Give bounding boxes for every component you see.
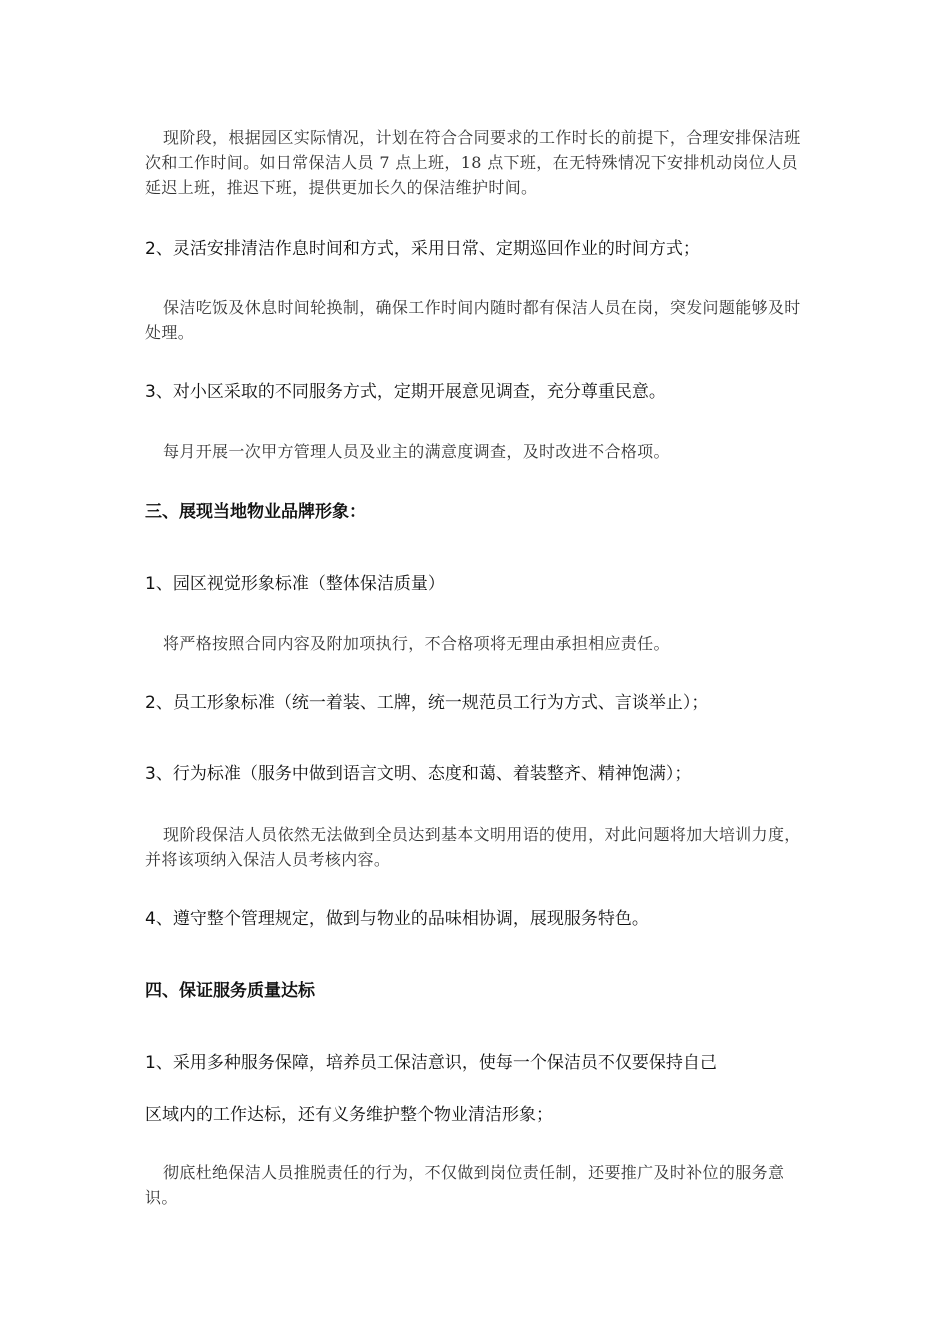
item-behavior-standard: 3、行为标准（服务中做到语言文明、态度和蔼、着装整齐、精神饱满）； — [145, 764, 692, 784]
paragraph-training: 现阶段保洁人员依然无法做到全员达到基本文明用语的使用，对此问题将加大培训力度，并将该项纳入保洁人员考核内容。 — [145, 825, 801, 869]
paragraph-contract-compliance: 将严格按照合同内容及附加项执行，不合格项将无理由承担相应责任。 — [163, 634, 670, 653]
section-heading-quality: 四、保证服务质量达标 — [145, 981, 315, 1001]
item-service-assurance-line1: 1、采用多种服务保障，培养员工保洁意识，使每一个保洁员不仅要保持自己 — [145, 1053, 717, 1073]
paragraph-responsibility: 彻底杜绝保洁人员推脱责任的行为，不仅做到岗位责任制，还要推广及时补位的服务意识。 — [145, 1163, 785, 1207]
item-staff-image: 2、员工形象标准（统一着装、工牌，统一规范员工行为方式、言谈举止）； — [145, 693, 709, 713]
paragraph-meal-rotation: 保洁吃饭及休息时间轮换制，确保工作时间内随时都有保洁人员在岗，突发问题能够及时处理。 — [145, 298, 801, 342]
paragraph-shift-schedule: 现阶段，根据园区实际情况，计划在符合合同要求的工作时长的前提下，合理安排保洁班次和工作时间。如日常保洁人员 7 点上班，18 点下班，在无特殊情况下安排机动岗位人员延迟上班，推迟下班，提供更加长久的保洁维护时间。 — [145, 128, 801, 197]
item-management-rules: 4、遵守整个管理规定，做到与物业的品味相协调，展现服务特色。 — [145, 909, 649, 929]
item-survey: 3、对小区采取的不同服务方式，定期开展意见调查，充分尊重民意。 — [145, 382, 666, 402]
section-heading-brand-image: 三、展现当地物业品牌形象： — [145, 502, 366, 522]
paragraph-monthly-survey: 每月开展一次甲方管理人员及业主的满意度调查，及时改进不合格项。 — [163, 442, 670, 461]
item-flexible-schedule: 2、灵活安排清洁作息时间和方式，采用日常、定期巡回作业的时间方式； — [145, 239, 700, 259]
item-service-assurance-line2: 区域内的工作达标，还有义务维护整个物业清洁形象； — [145, 1105, 553, 1125]
item-visual-standard: 1、园区视觉形象标准（整体保洁质量） — [145, 574, 445, 594]
